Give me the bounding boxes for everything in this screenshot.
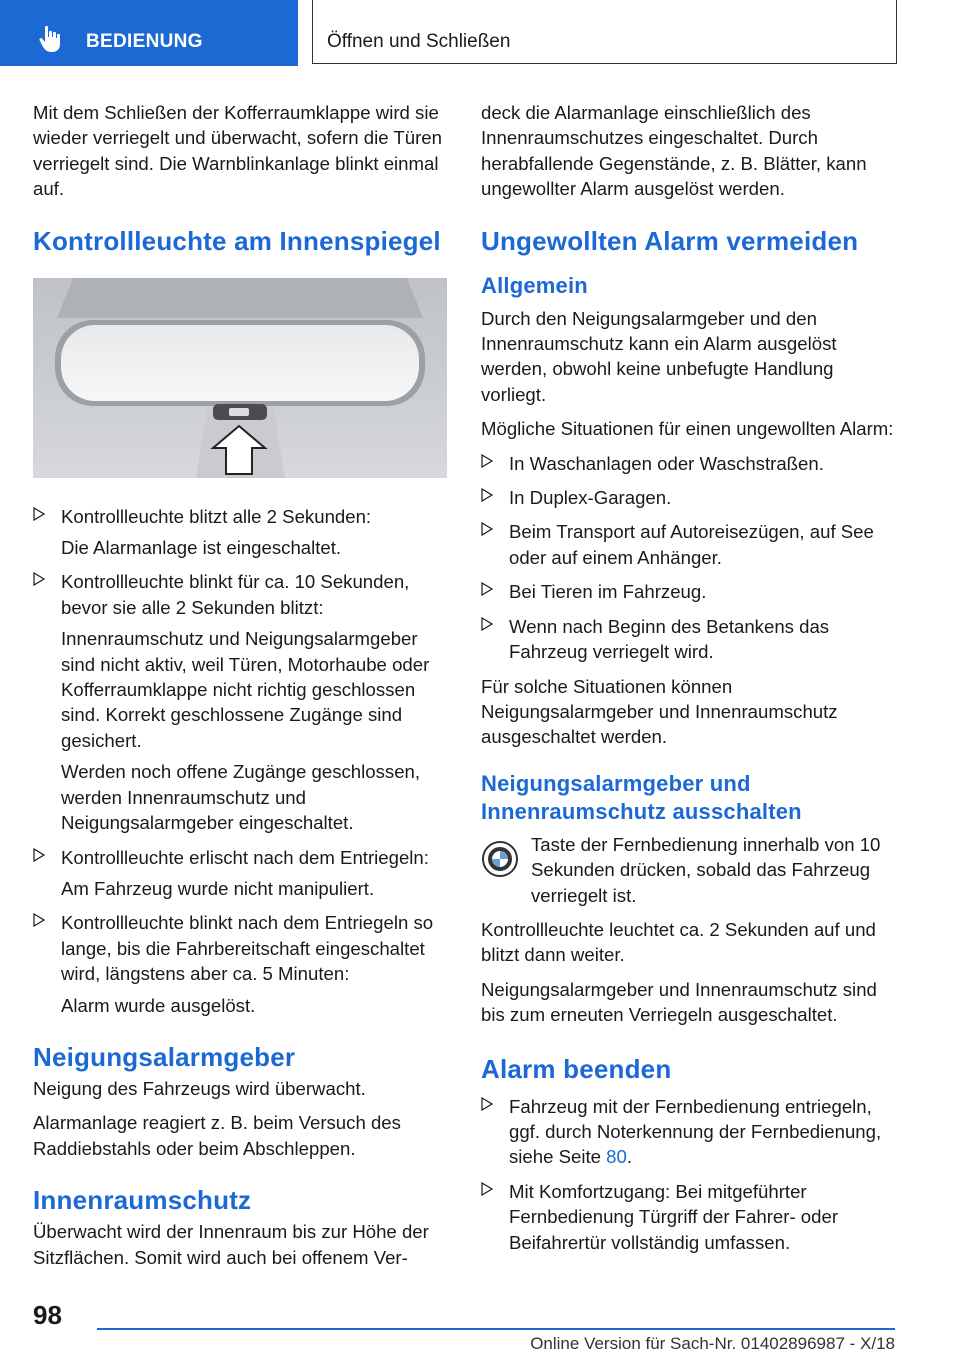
triangle-bullet-icon	[481, 1182, 493, 1196]
list-item	[481, 1094, 897, 1170]
list-item-text: Fahrzeug mit der Fernbedienung entriegeln, ggf. durch Noterkennung der Fernbedienung, siehe Seite	[509, 1095, 882, 1168]
list-item-text: Kontrollleuchte blinkt für ca. 10 Sekunden, bevor sie alle 2 Sekunden blitzt:	[61, 571, 410, 618]
list-item-detail: Innenraumschutz und Neigungsalarmgeber sind nicht aktiv, weil Türen, Motorhaube oder Kofferraumklappe nicht richtig geschlossen sind. Korrekt geschlossene Zugänge sind gesichert.	[61, 628, 430, 751]
triangle-bullet-icon	[481, 617, 493, 631]
list-item-text: Mit Komfortzugang: Bei mitgeführter Fernbedienung Türgriff der Fahrer- oder Beifahrertür vollständig umfassen.	[509, 1180, 839, 1253]
triangle-bullet-icon	[481, 454, 493, 468]
paragraph: Kontrollleuchte leuchtet ca. 2 Sekunden auf und blitzt dann weiter.	[481, 918, 876, 966]
intro-paragraph: Mit dem Schließen der Kofferraumklappe wird sie wieder verriegelt und überwacht, sofern die Türen verriegelt sind. Die Warnblinkanlage blinkt einmal auf.	[33, 102, 442, 200]
paragraph: Überwacht wird der Innenraum bis zur Höhe der Sitzflächen. Somit wird auch bei offenem Ver-	[33, 1221, 429, 1268]
heading-alarm-beenden: Alarm beenden	[481, 1053, 672, 1084]
triangle-bullet-icon	[33, 913, 45, 927]
paragraph: Durch den Neigungsalarmgeber und den Innenraumschutz kann ein Alarm ausgelöst werden, obwohl keine unbefugte Handlung vorliegt.	[481, 307, 837, 405]
list-item	[481, 451, 897, 476]
triangle-bullet-icon	[481, 488, 493, 502]
page-number: 98	[33, 1300, 62, 1330]
list-item	[33, 569, 449, 835]
list-item	[481, 485, 897, 510]
list-item-text: .	[626, 1146, 633, 1168]
chapter-title: Öffnen und Schließen	[327, 31, 511, 52]
situation-list	[481, 451, 897, 665]
chapter-header	[312, 0, 897, 64]
list-item-detail: Alarm wurde ausgelöst.	[61, 994, 256, 1016]
section-tab	[0, 0, 298, 66]
rearview-mirror-image	[33, 278, 447, 478]
indicator-list	[33, 504, 449, 1018]
heading-kontrollleuchte: Kontrollleuchte am Innenspiegel	[33, 225, 441, 256]
bmw-key-button-icon	[481, 840, 519, 878]
section-label: BEDIENUNG	[86, 31, 203, 52]
continued-paragraph: deck die Alarmanlage einschließlich des Innenraumschutzes eingeschaltet. Durch herabfallende Gegenstände, z. B. Blätter, kann ungewollter Alarm ausgelöst werden.	[481, 102, 867, 200]
heading-ausschalten: Neigungsalarmgeber und Innenraumschutz ausschalten	[481, 770, 802, 824]
list-item-text: Wenn nach Beginn des Betankens das Fahrzeug verriegelt wird.	[509, 615, 830, 663]
end-alarm-list	[481, 1094, 897, 1255]
heading-innenraumschutz: Innenraumschutz	[33, 1185, 252, 1216]
paragraph: Mögliche Situationen für einen ungewollten Alarm:	[481, 418, 894, 440]
triangle-bullet-icon	[481, 1097, 493, 1111]
paragraph: Neigung des Fahrzeugs wird überwacht.	[33, 1077, 366, 1099]
heading-ungewollten-alarm: Ungewollten Alarm vermeiden	[481, 225, 859, 256]
list-item	[481, 519, 897, 570]
online-version-text: Online Version für Sach-Nr. 01402896987 - X/18	[530, 1334, 895, 1353]
list-item	[481, 1179, 897, 1255]
list-item-text: Kontrollleuchte erlischt nach dem Entriegeln:	[61, 846, 429, 868]
list-item-text: Kontrollleuchte blitzt alle 2 Sekunden:	[61, 505, 372, 527]
left-column	[33, 100, 449, 1279]
paragraph: Alarmanlage reagiert z. B. beim Versuch des Raddiebstahls oder beim Abschleppen.	[33, 1112, 401, 1159]
list-item	[481, 614, 897, 665]
list-item-detail: Die Alarmanlage ist eingeschaltet.	[61, 537, 342, 559]
footer-divider	[97, 1328, 895, 1330]
paragraph: Für solche Situationen können Neigungsalarmgeber und Innenraumschutz ausgeschaltet werden.	[481, 675, 838, 748]
triangle-bullet-icon	[33, 572, 45, 586]
list-item-text: Kontrollleuchte blinkt nach dem Entriegeln so lange, bis die Fahrbereitschaft eingeschaltet wird, längstens aber ca. 5 Minuten:	[61, 912, 434, 985]
list-item	[33, 504, 449, 561]
list-item-text: In Duplex-Garagen.	[509, 487, 672, 509]
triangle-bullet-icon	[481, 582, 493, 596]
page-reference-link[interactable]: 80	[606, 1146, 627, 1168]
heading-neigungsalarmgeber: Neigungsalarmgeber	[33, 1041, 296, 1072]
list-item-detail: Werden noch offene Zugänge geschlossen, werden Innenraumschutz und Neigungsalarmgeber eingeschaltet.	[61, 761, 421, 834]
heading-allgemein: Allgemein	[481, 272, 588, 298]
list-item	[481, 579, 897, 604]
list-item-text: In Waschanlagen oder Waschstraßen.	[509, 452, 824, 474]
paragraph: Taste der Fernbedienung innerhalb von 10 Sekunden drücken, sobald das Fahrzeug verriegelt ist.	[531, 833, 881, 906]
hand-pointer-icon	[36, 24, 66, 54]
triangle-bullet-icon	[33, 507, 45, 521]
key-instruction	[481, 832, 897, 908]
paragraph: Neigungsalarmgeber und Innenraumschutz sind bis zum erneuten Verriegeln ausgeschaltet.	[481, 978, 877, 1026]
list-item	[33, 845, 449, 902]
triangle-bullet-icon	[33, 848, 45, 862]
list-item-detail: Am Fahrzeug wurde nicht manipuliert.	[61, 877, 375, 899]
right-column	[481, 100, 897, 1264]
triangle-bullet-icon	[481, 522, 493, 536]
list-item-text: Beim Transport auf Autoreisezügen, auf See oder auf einem Anhänger.	[509, 521, 874, 568]
list-item-text: Bei Tieren im Fahrzeug.	[509, 581, 707, 603]
list-item	[33, 910, 449, 1018]
